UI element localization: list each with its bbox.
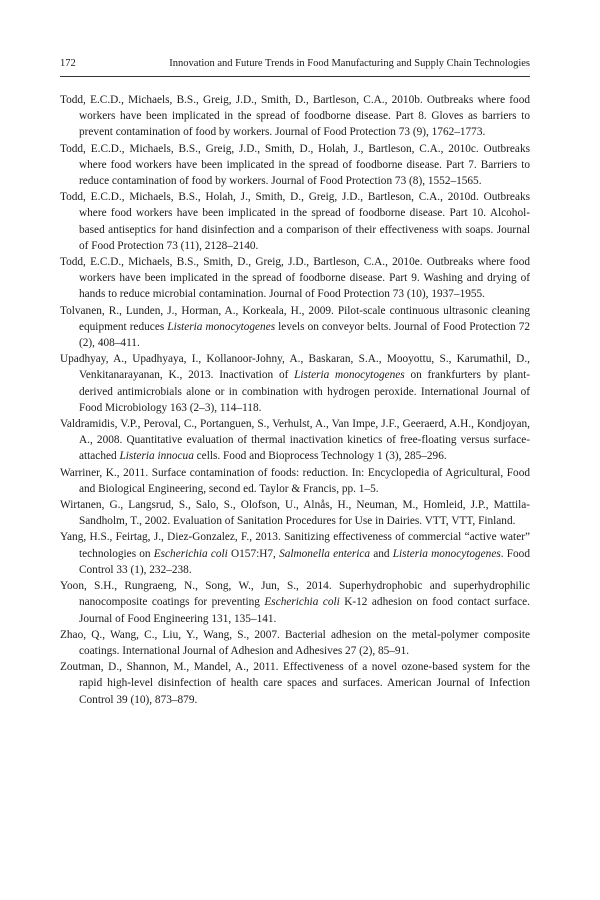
- reference-entry: [60, 351, 530, 416]
- reference-text: . Food Control 33 (1), 232–238.: [79, 547, 530, 576]
- reference-text: Valdramidis, V.P., Peroval, C., Portanguen, S., Verhulst, A., Van Impe, J.F., Geeraerd, A.H., Kondjoyan, A., 2008. Quantitative evaluation of thermal inactivation kinetics of free-floating versus surface-attached: [60, 418, 530, 463]
- reference-text: Yang, H.S., Feirtag, J., Diez-Gonzalez, F., 2013. Sanitizing effectiveness of commercial “active water” technologies on: [60, 531, 530, 560]
- reference-text: Todd, E.C.D., Michaels, B.S., Greig, J.D., Smith, D., Holah, J., Bartleson, C.A., 2010c. Outbreaks where food workers have been implicated in the spread of foodborne disease. Part 7. Barriers to reduce contamination of food by workers. Journal of Food Protection 73 (8), 1552–1565.: [60, 142, 530, 188]
- reference-italic-text: Escherichia coli: [153, 547, 228, 560]
- reference-text: O157:H7,: [227, 547, 280, 560]
- reference-text: and: [370, 547, 393, 560]
- reference-text: Wirtanen, G., Langsrud, S., Salo, S., Olofson, U., Alnås, H., Neuman, M., Homleid, J.P., Mattila-Sandholm, T., 2002. Evaluation of Sanitation Procedures for Use in Dairies. VTT, VTT, Finland.: [60, 499, 530, 528]
- reference-text: Todd, E.C.D., Michaels, B.S., Smith, D., Greig, J.D., Bartleson, C.A., 2010e. Outbreaks where food workers have been implicated in the spread of foodborne disease. Part 9. Washing and drying of hands to reduce microbial contamination. Journal of Food Protection 73 (10), 1937–1955.: [60, 256, 530, 301]
- reference-italic-text: Escherichia coli: [264, 596, 340, 609]
- page-number: 172: [60, 58, 76, 69]
- reference-text: Todd, E.C.D., Michaels, B.S., Holah, J., Smith, D., Greig, J.D., Bartleson, C.A., 2010d. Outbreaks where food workers have been implicated in the spread of foodborne disease. Part 10. Alcohol-based antiseptics for hand disinfection and a comparison of their effectiveness with soaps. Journal of Food Protection 73 (11), 2128–2140.: [60, 191, 530, 252]
- reference-entry: [60, 254, 530, 303]
- reference-entry: [60, 189, 530, 254]
- reference-text: Zoutman, D., Shannon, M., Mandel, A., 2011. Effectiveness of a novel ozone-based system for the rapid high-level disinfection of health care spaces and surfaces. American Journal of Infection Control 39 (10), 873–879.: [60, 661, 530, 706]
- reference-entry: [60, 627, 530, 659]
- reference-text: Upadhyay, A., Upadhyaya, I., Kollanoor-Johny, A., Baskaran, S.A., Mooyottu, S., Karumathil, D., Venkitanarayanan, K., 2013. Inactivation of: [60, 353, 530, 382]
- reference-entry: [60, 416, 530, 465]
- reference-text: K-12 adhesion on food contact surface. Journal of Food Engineering 131, 135–141.: [79, 596, 530, 625]
- reference-text: levels on conveyor belts. Journal of Food Protection 72 (2), 408–411.: [79, 320, 530, 350]
- reference-text: Warriner, K., 2011. Surface contamination of foods: reduction. In: Encyclopedia of Agricultural, Food and Biological Engineering, second ed. Taylor & Francis, pp. 1–5.: [60, 466, 530, 495]
- reference-italic-text: Listeria monocytogenes: [167, 320, 276, 333]
- reference-italic-text: Listeria innocua: [119, 450, 194, 463]
- header-rule: [60, 76, 530, 77]
- reference-italic-text: Listeria monocytogenes: [392, 547, 501, 560]
- reference-text: cells. Food and Bioprocess Technology 1 (3), 285–296.: [193, 450, 447, 463]
- reference-text: Todd, E.C.D., Michaels, B.S., Greig, J.D., Smith, D., Bartleson, C.A., 2010b. Outbreaks where food workers have been implicated in the spread of foodborne disease. Part 8. Gloves as barriers to prevent contamination of food by workers. Journal of Food Protection 73 (9), 1762–1773.: [60, 94, 530, 139]
- reference-entry: [60, 497, 530, 529]
- reference-italic-text: Listeria monocytogenes: [294, 369, 405, 382]
- reference-text: on frankfurters by plant-derived antimicrobials alone or in combination with hydrogen peroxide. International Journal of Food Microbiology 163 (2–3), 114–118.: [79, 369, 531, 414]
- reference-entry: [60, 92, 530, 141]
- reference-entry: [60, 659, 530, 708]
- reference-list: [60, 92, 530, 708]
- reference-entry: [60, 303, 530, 352]
- reference-entry: [60, 578, 530, 627]
- reference-entry: [60, 141, 530, 190]
- running-head: [60, 56, 530, 72]
- reference-text: Zhao, Q., Wang, C., Liu, Y., Wang, S., 2007. Bacterial adhesion on the metal-polymer composite coatings. International Journal of Adhesion and Adhesives 27 (2), 85–91.: [60, 628, 530, 657]
- reference-text: Yoon, S.H., Rungraeng, N., Song, W., Jun, S., 2014. Superhydrophobic and superhydrophilic nanocomposite coatings for preventing: [60, 580, 530, 609]
- reference-entry: [60, 529, 530, 578]
- running-title: Innovation and Future Trends in Food Manufacturing and Supply Chain Technologies: [169, 58, 530, 69]
- reference-entry: [60, 465, 530, 497]
- reference-text: Tolvanen, R., Lunden, J., Horman, A., Korkeala, H., 2009. Pilot-scale continuous ultrasonic cleaning equipment reduces: [60, 304, 530, 333]
- reference-italic-text: Salmonella enterica: [279, 547, 371, 560]
